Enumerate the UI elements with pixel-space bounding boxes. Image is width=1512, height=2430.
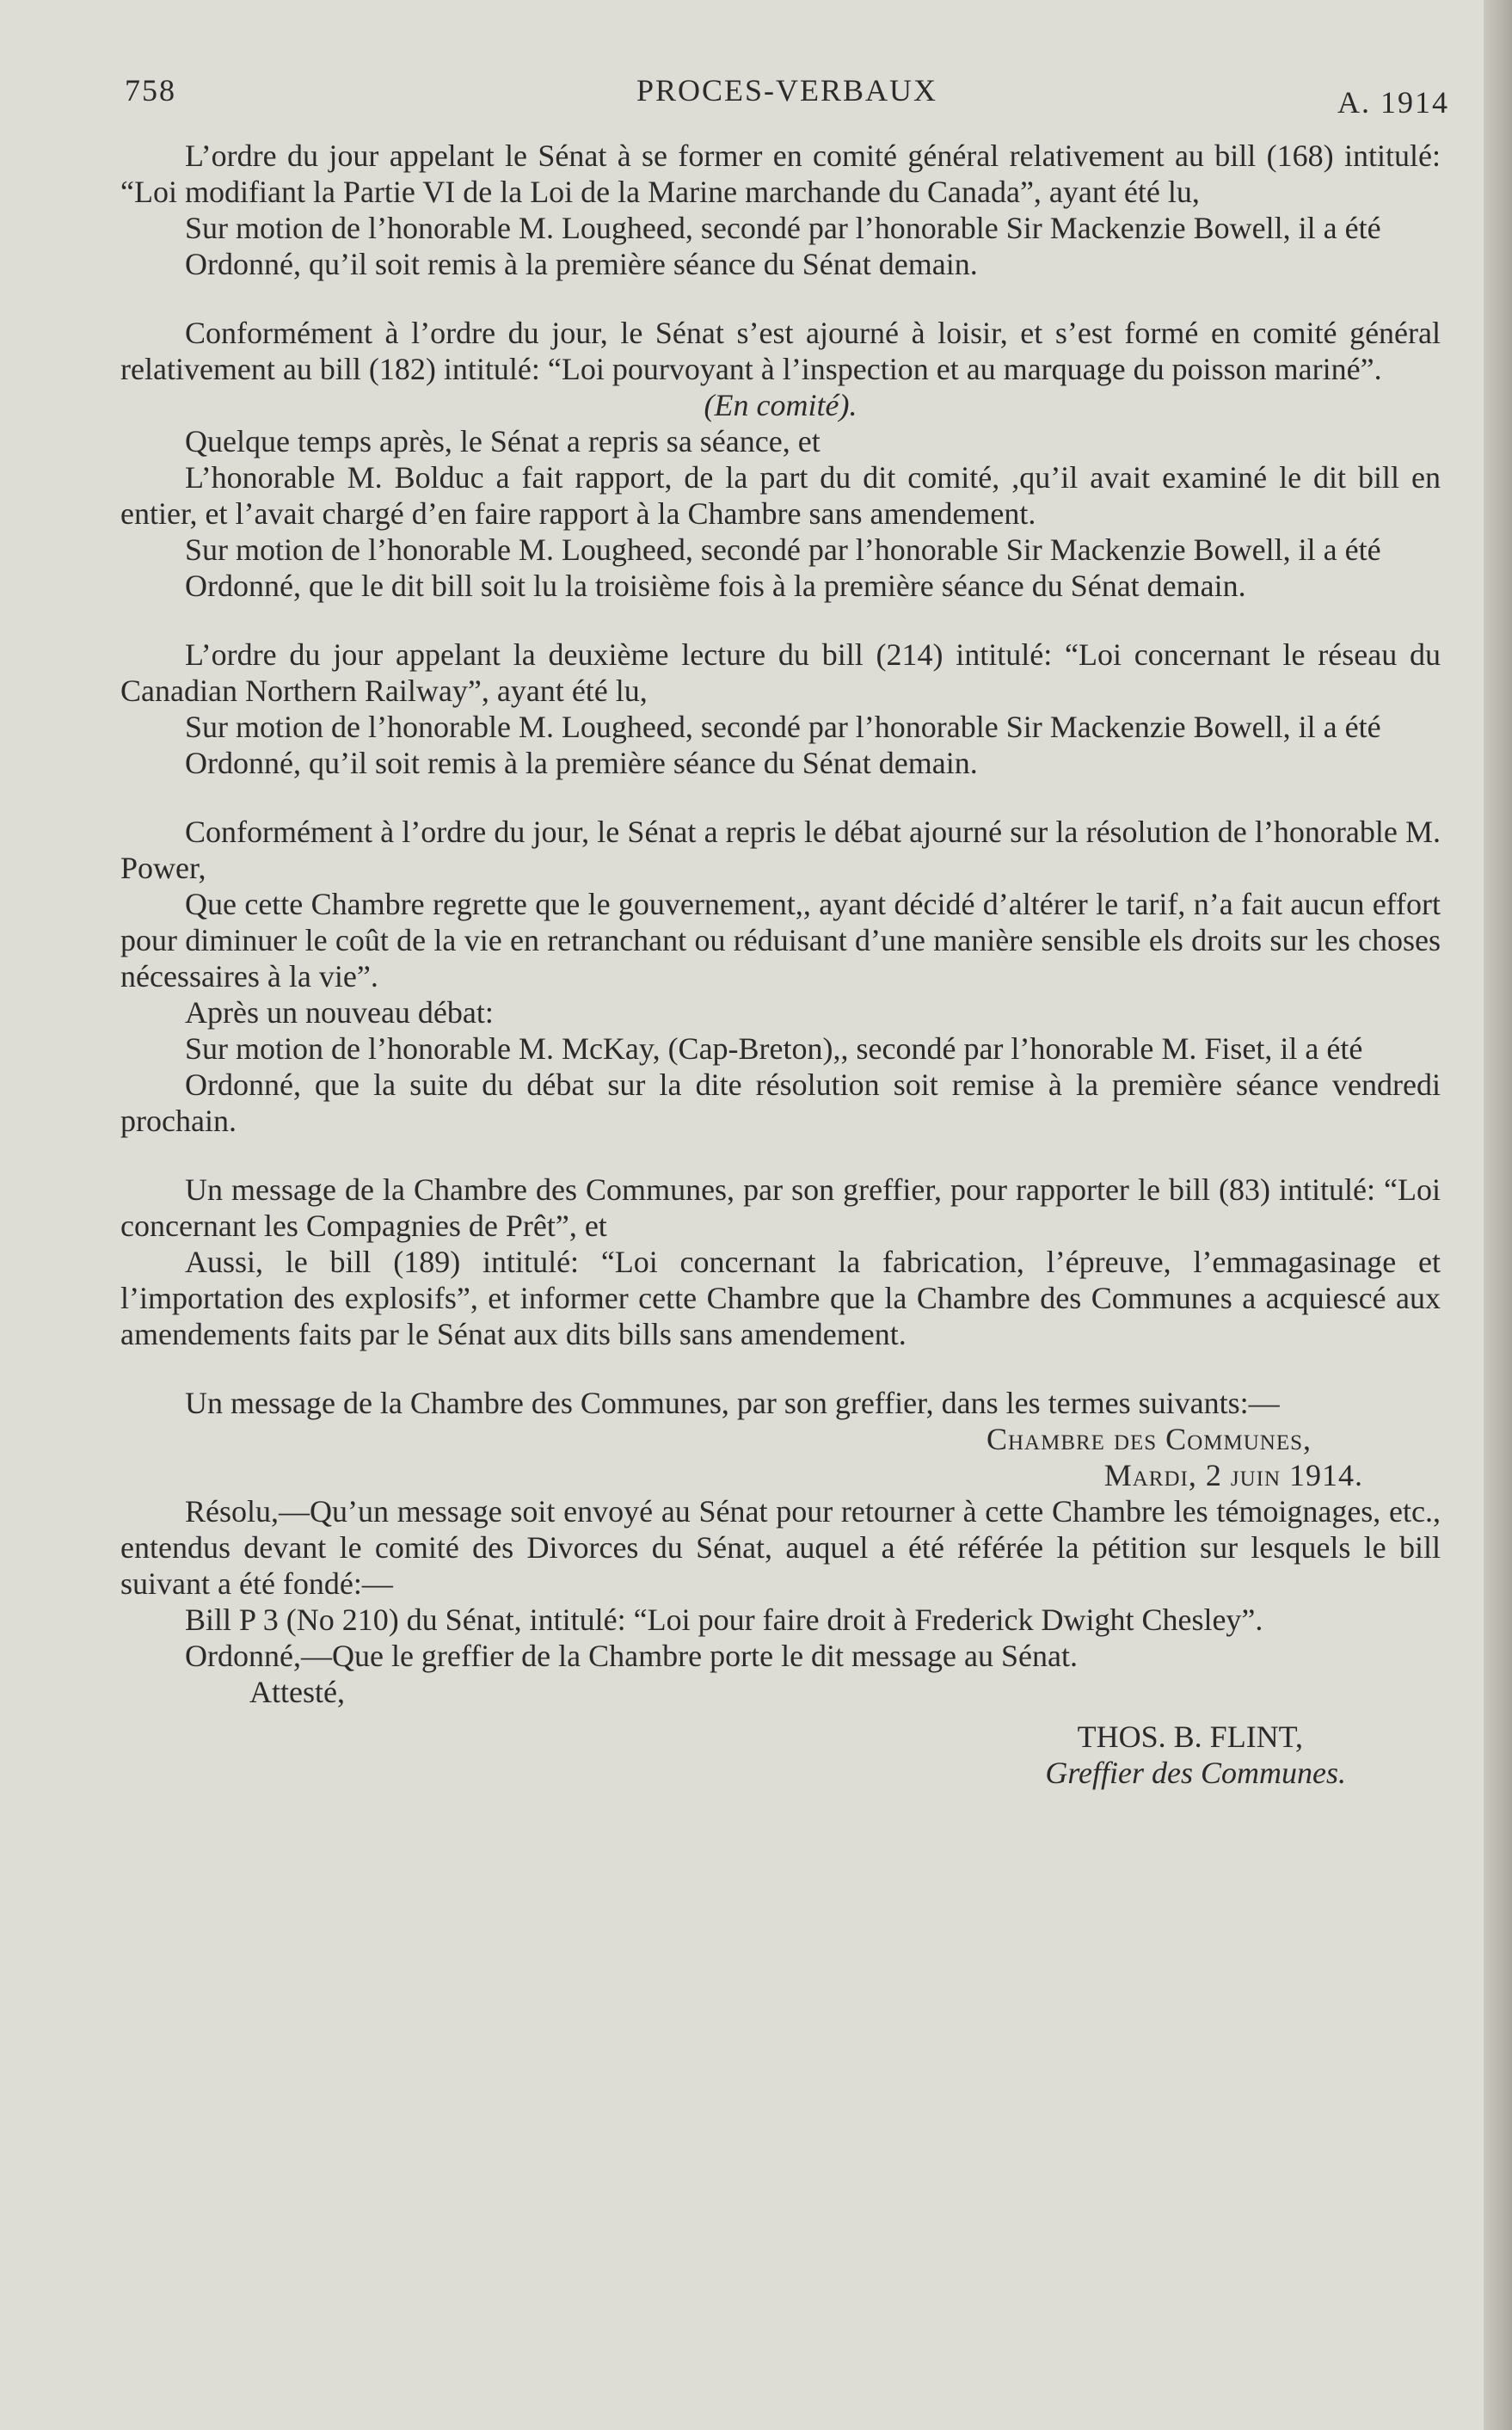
message-date: Mardi, 2 juin 1914. <box>1103 1458 1363 1492</box>
page-number: 758 <box>125 73 176 108</box>
paragraph: Conformément à l’ordre du jour, le Sénat s’est ajourné à loisir, et s’est formé en comité général relativement au bill (182) intitulé: “Loi pourvoyant à l’inspection et au marquage du poisson mariné”. <box>120 316 1441 386</box>
paragraph: Ordonné, que le dit bill soit lu la troisième fois à la première séance du Sénat demain. <box>185 569 1246 603</box>
paragraph: Que cette Chambre regrette que le gouvernement,, ayant décidé d’altérer le tarif, n’a fait aucun effort pour diminuer le coût de la vie en retranchant ou réduisant d’une manière sensible els droits sur les choses nécessaires à la vie”. <box>120 887 1441 994</box>
message-sender: Chambre des Communes, <box>986 1422 1312 1456</box>
paragraph: L’ordre du jour appelant le Sénat à se former en comité général relativement au bill (168) intitulé: “Loi modifiant la Partie VI de la Loi de la Marine marchande du Canada”, ayant été lu, <box>120 138 1441 209</box>
paragraph: Aussi, le bill (189) intitulé: “Loi concernant la fabrication, l’épreuve, l’emmagasinage et l’importation des explosifs”, et informer cette Chambre que la Chambre des Communes a acquiescé aux amendements faits par le Sénat aux dits bills sans amendement. <box>120 1245 1441 1351</box>
paragraph: Sur motion de l’honorable M. Lougheed, secondé par l’honorable Sir Mackenzie Bowell, il a été <box>185 211 1381 245</box>
page-edge <box>1484 0 1512 2430</box>
paragraph: Quelque temps après, le Sénat a repris sa séance, et <box>185 424 821 458</box>
paragraph: Ordonné, qu’il soit remis à la première séance du Sénat demain. <box>185 247 978 281</box>
page-header <box>125 69 1449 120</box>
paragraph: L’honorable M. Bolduc a fait rapport, de la part du dit comité, ,qu’il avait examiné le dit bill en entier, et l’avait chargé d’en faire rapport à la Chambre sans amendement. <box>120 460 1441 531</box>
paragraph: Après un nouveau débat: <box>185 995 494 1030</box>
attested: Attesté, <box>249 1675 345 1709</box>
document-body <box>120 138 1441 1791</box>
paragraph: Sur motion de l’honorable M. Lougheed, secondé par l’honorable Sir Mackenzie Bowell, il a été <box>185 532 1381 567</box>
paragraph: Un message de la Chambre des Communes, par son greffier, pour rapporter le bill (83) intitulé: “Loi concernant les Compagnies de Prêt”, et <box>120 1172 1441 1243</box>
signatory-name: THOS. B. FLINT, <box>1077 1719 1303 1754</box>
paragraph: Sur motion de l’honorable M. McKay, (Cap-Breton),, secondé par l’honorable M. Fiset, il a été <box>185 1031 1363 1066</box>
signatory-title: Greffier des Communes. <box>1045 1756 1346 1790</box>
signature-block <box>120 1719 1441 1791</box>
section-note: (En comité). <box>704 388 857 422</box>
paragraph: Un message de la Chambre des Communes, par son greffier, dans les termes suivants:— <box>185 1386 1280 1420</box>
page-year: A. 1914 <box>1337 85 1449 120</box>
paragraph: L’ordre du jour appelant la deuxième lecture du bill (214) intitulé: “Loi concernant le réseau du Canadian Northern Railway”, ayant été lu, <box>120 637 1441 708</box>
paragraph: Conformément à l’ordre du jour, le Sénat a repris le débat ajourné sur la résolution de l’honorable M. Power, <box>120 815 1441 885</box>
paragraph: Bill P 3 (No 210) du Sénat, intitulé: “Loi pour faire droit à Frederick Dwight Chesley”. <box>185 1603 1263 1637</box>
paragraph: Ordonné,—Que le greffier de la Chambre porte le dit message au Sénat. <box>185 1639 1078 1673</box>
paragraph: Résolu,—Qu’un message soit envoyé au Sénat pour retourner à cette Chambre les témoignages, etc., entendus devant le comité des Divorces du Sénat, auquel a été référée la pétition sur lesquels le bill suivant a été fondé:— <box>120 1494 1441 1601</box>
paragraph: Sur motion de l’honorable M. Lougheed, secondé par l’honorable Sir Mackenzie Bowell, il a été <box>185 710 1381 744</box>
paragraph: Ordonné, qu’il soit remis à la première séance du Sénat demain. <box>185 746 978 780</box>
page-title: PROCES-VERBAUX <box>636 73 938 108</box>
paragraph: Ordonné, que la suite du débat sur la dite résolution soit remise à la première séance vendredi prochain. <box>120 1067 1441 1138</box>
